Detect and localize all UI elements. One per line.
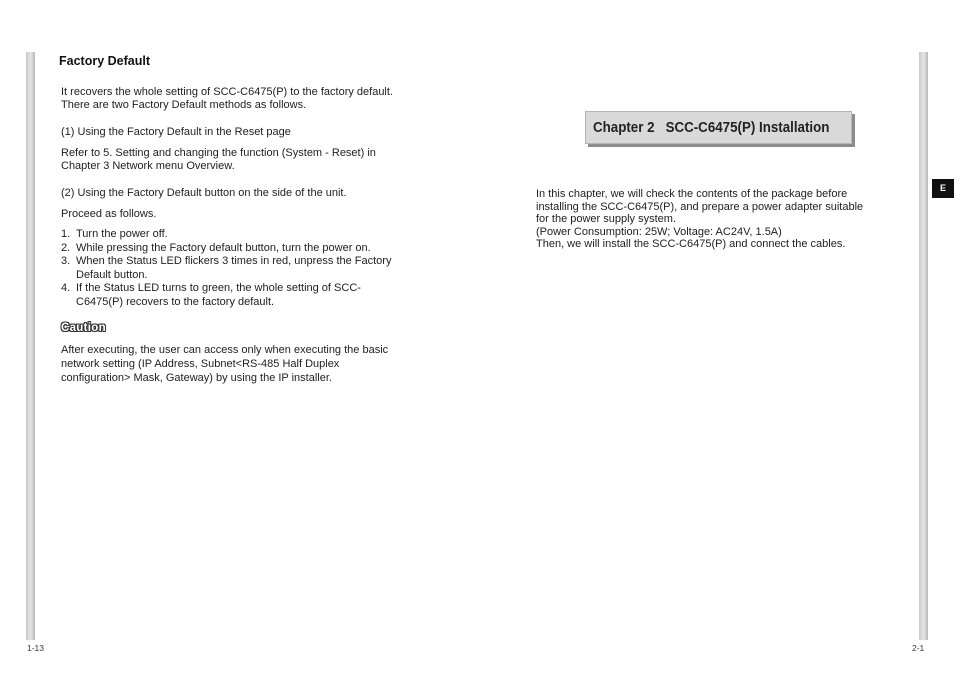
language-tab: E (932, 179, 954, 198)
chapter-label: Chapter 2 (593, 120, 655, 136)
step-line: If the Status LED turns to green, the whole setting of SCC- (76, 282, 361, 294)
list-item (61, 242, 391, 256)
chapter-intro-line: Then, we will install the SCC-C6475(P) and connect the cables. (536, 238, 846, 250)
step-number: 3. (61, 255, 71, 267)
intro-line: It recovers the whole setting of SCC-C6475(P) to the factory default. (61, 86, 393, 98)
caution-line: network setting (IP Address, Subnet<RS-485 Half Duplex (61, 358, 340, 370)
step-number: 2. (61, 241, 71, 254)
right-page-number: 2-1 (912, 643, 925, 653)
method-1-detail (61, 147, 376, 173)
step-number: 4. (61, 282, 71, 294)
left-page-number: 1-13 (27, 643, 45, 653)
caution-line: After executing, the user can access only when executing the basic (61, 344, 389, 356)
method-1-heading (61, 126, 291, 139)
step-line: Turn the power off. (76, 228, 168, 240)
steps-list (61, 228, 391, 309)
chapter-intro-paragraph (536, 188, 863, 251)
method-1-detail-line: Chapter 3 Network menu Overview. (61, 160, 235, 172)
chapter-intro-line: In this chapter, we will check the contents of the package before (536, 188, 848, 200)
section-title: Factory Default (59, 54, 150, 68)
chapter-heading (593, 120, 829, 136)
chapter-intro-line: installing the SCC-C6475(P), and prepare a power adapter suitable (536, 200, 864, 213)
step-number: 1. (61, 228, 71, 240)
list-item (61, 228, 391, 242)
chapter-title: SCC-C6475(P) Installation (665, 120, 830, 136)
step-line: Default button. (76, 268, 148, 281)
chapter-intro-line: (Power Consumption: 25W; Voltage: AC24V, 1.5A) (536, 225, 782, 238)
list-item (61, 282, 391, 309)
chapter-intro-line: for the power supply system. (536, 213, 677, 225)
caution-heading: Caution (61, 322, 106, 334)
intro-line: There are two Factory Default methods as follows. (61, 99, 307, 111)
proceed-text (61, 208, 156, 221)
method-1-detail-line: Refer to 5. Setting and changing the function (System - Reset) in (61, 147, 376, 159)
caution-paragraph (61, 343, 388, 385)
step-line: While pressing the Factory default button, turn the power on. (76, 241, 371, 254)
method-2-heading (61, 187, 347, 200)
intro-paragraph (61, 86, 393, 112)
chapter-heading-box (585, 111, 852, 144)
method-2-text: (2) Using the Factory Default button on the side of the unit. (61, 187, 347, 199)
list-item (61, 255, 391, 282)
left-margin-bar (26, 52, 35, 640)
caution-line: configuration> Mask, Gateway) by using the IP installer. (61, 372, 332, 384)
method-1-text: (1) Using the Factory Default in the Reset page (61, 126, 291, 138)
proceed-line: Proceed as follows. (61, 208, 157, 220)
step-line: C6475(P) recovers to the factory default. (76, 295, 275, 308)
step-line: When the Status LED flickers 3 times in red, unpress the Factory (76, 255, 392, 267)
right-margin-bar (919, 52, 928, 640)
